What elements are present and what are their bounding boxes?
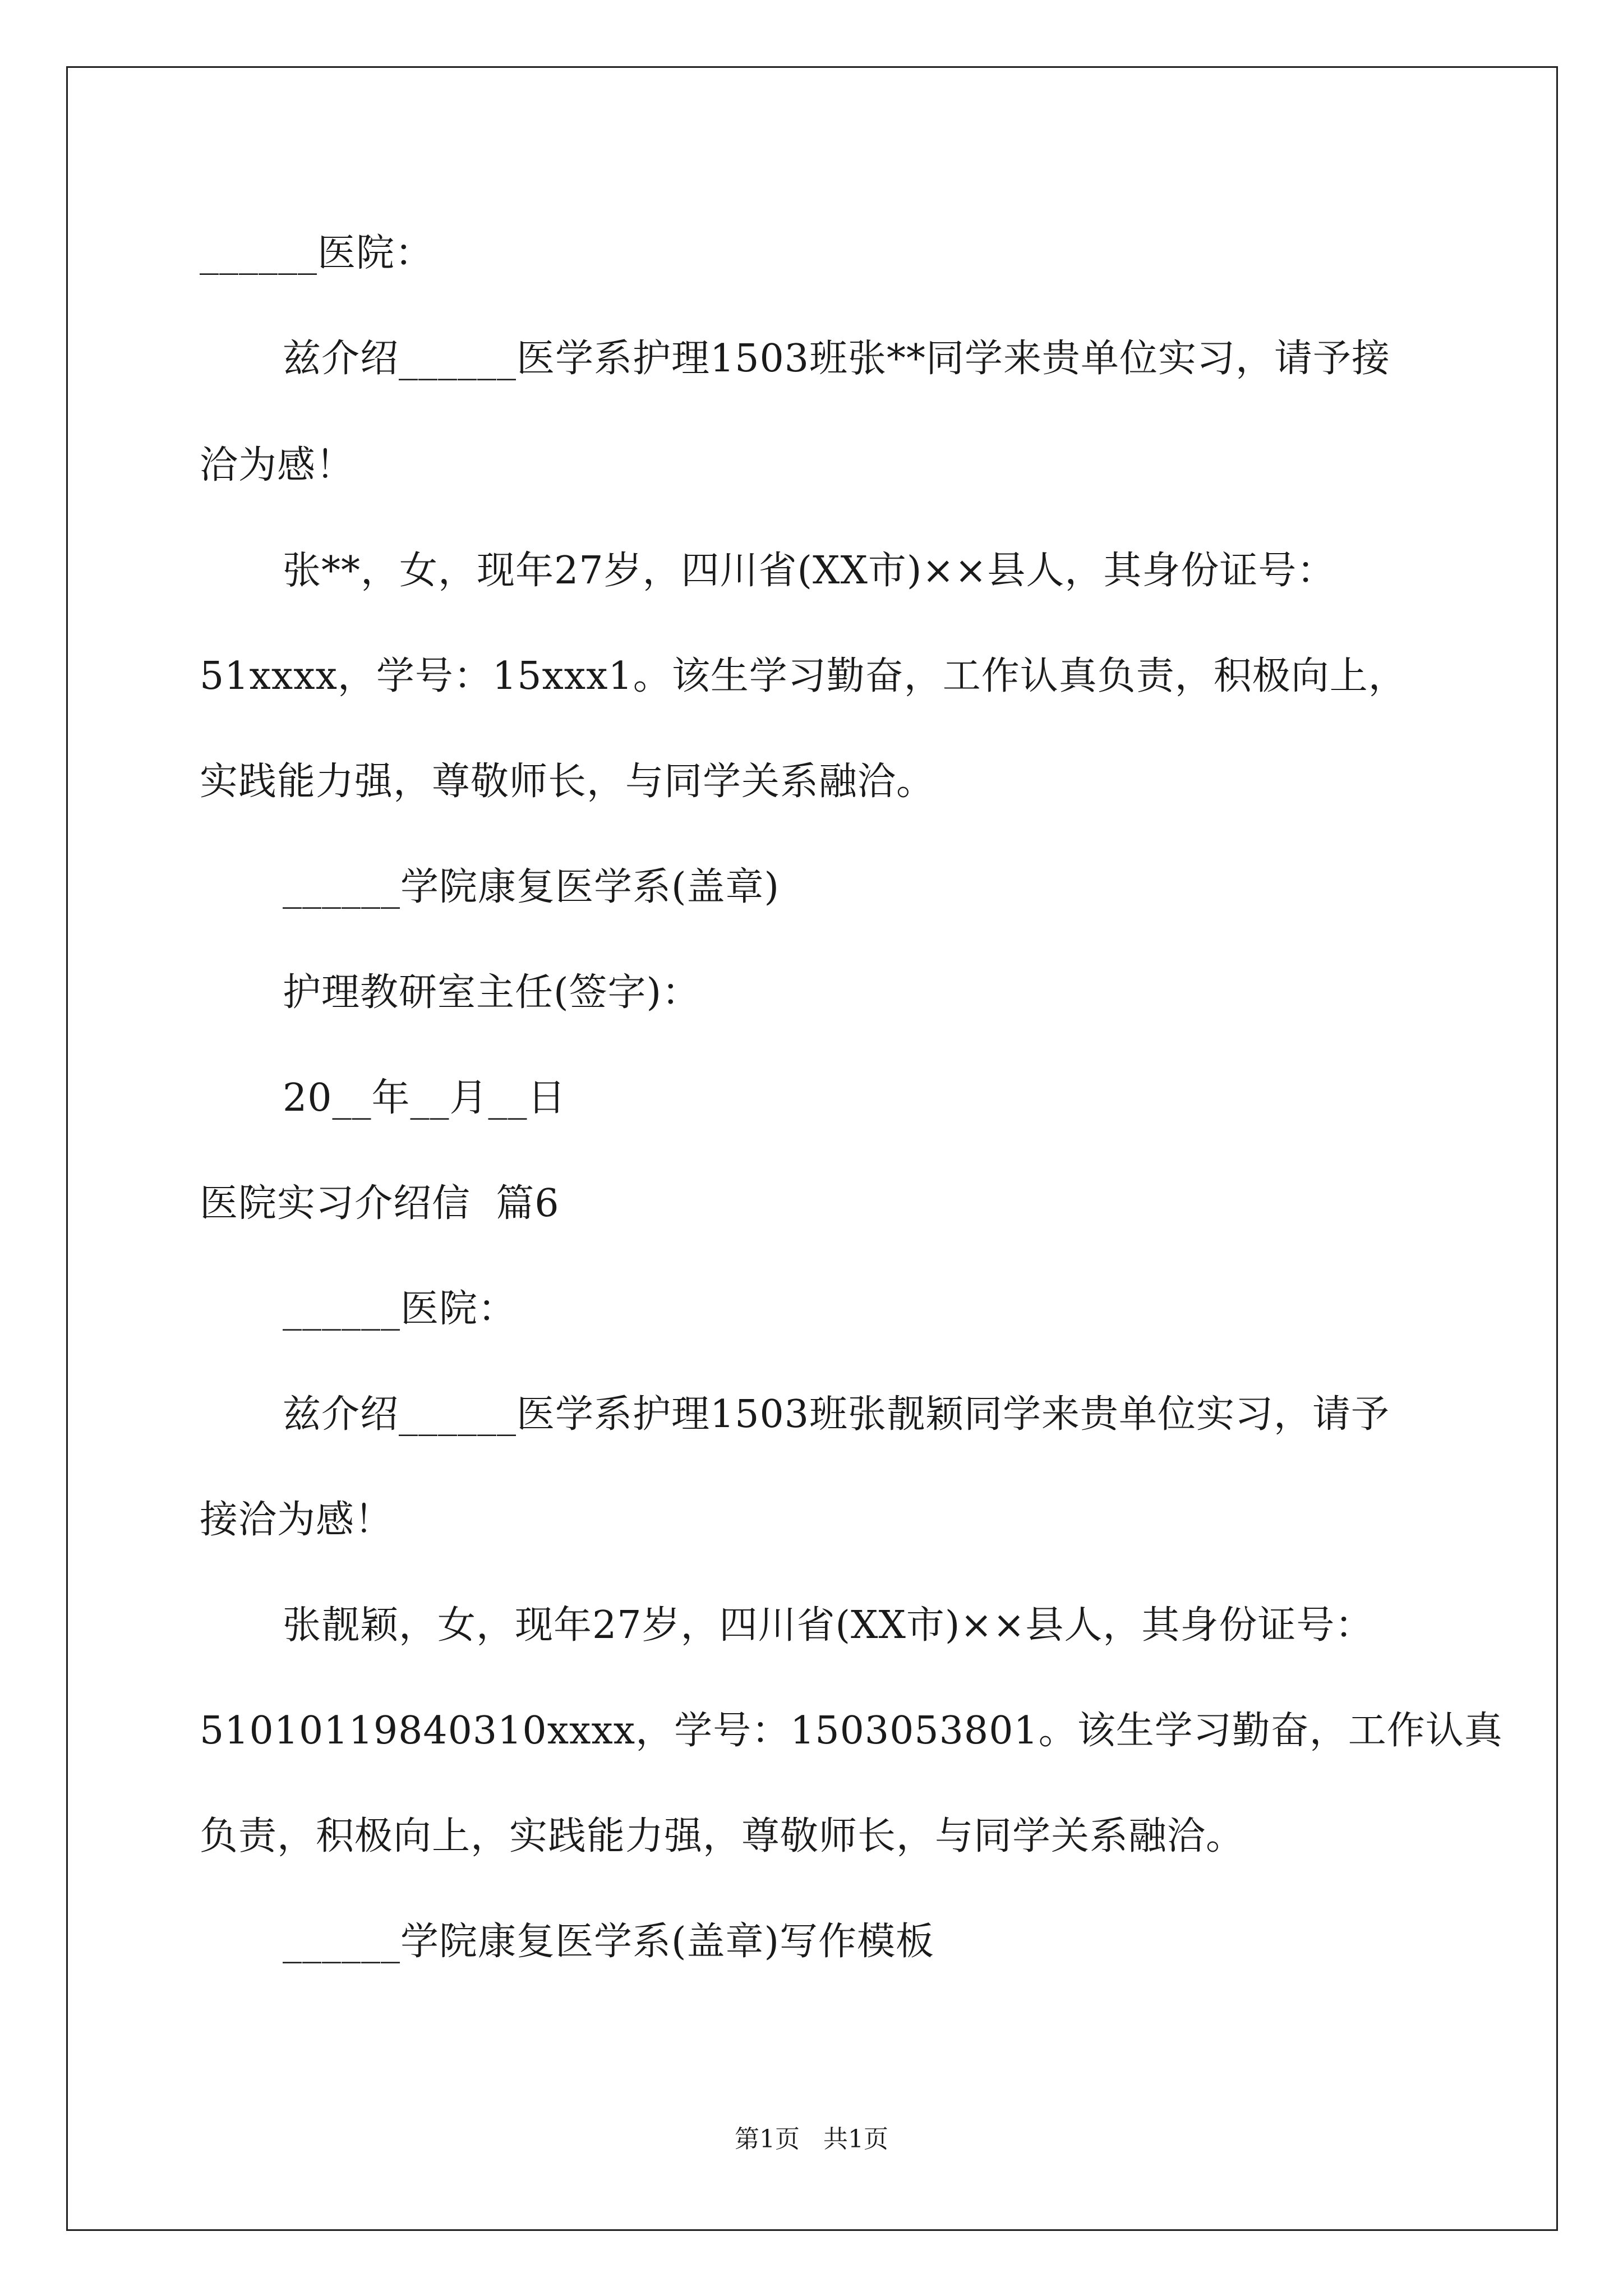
bio-line-2: 51xxxx，学号：15xxx1。该生学习勤奋，工作认真负责，积极向上， (200, 654, 1407, 698)
bio-line-1: 张**，女，现年27岁，四川省(XX市)××县人，其身份证号： (283, 549, 1336, 593)
addressee-line-2: ______医院： (283, 1287, 517, 1331)
signature-line: 护理教研室主任(签字)： (283, 970, 701, 1015)
seal-line: ______学院康复医学系(盖章) (283, 865, 780, 909)
bio2-line-2: 51010119840310xxxx，学号：1503053801。该生学习勤奋，工作认真 (200, 1709, 1503, 1753)
intro2-line-2: 接洽为感！ (200, 1498, 394, 1542)
seal-line-2: ______学院康复医学系(盖章)写作模板 (283, 1920, 935, 1964)
page-number: 第1页 共1页 (735, 2125, 888, 2154)
date-line: 20__年__月__日 (283, 1076, 566, 1120)
section-heading: 医院实习介绍信 篇6 (200, 1181, 560, 1226)
intro2-line-1: 兹介绍______医学系护理1503班张靓颖同学来贵单位实习，请予 (283, 1392, 1390, 1437)
bio2-line-1: 张靓颖，女，现年27岁，四川省(XX市)××县人，其身份证号： (283, 1603, 1374, 1648)
bio-line-3: 实践能力强，尊敬师长，与同学关系融洽。 (200, 760, 935, 804)
bio2-line-3: 负责，积极向上，实践能力强，尊敬师长，与同学关系融洽。 (200, 1814, 1245, 1858)
addressee-line: ______医院： (200, 231, 434, 275)
page-border (66, 66, 1558, 2231)
intro-line-2: 洽为感！ (200, 443, 355, 487)
intro-line-1: 兹介绍______医学系护理1503班张**同学来贵单位实习，请予接 (283, 337, 1391, 381)
